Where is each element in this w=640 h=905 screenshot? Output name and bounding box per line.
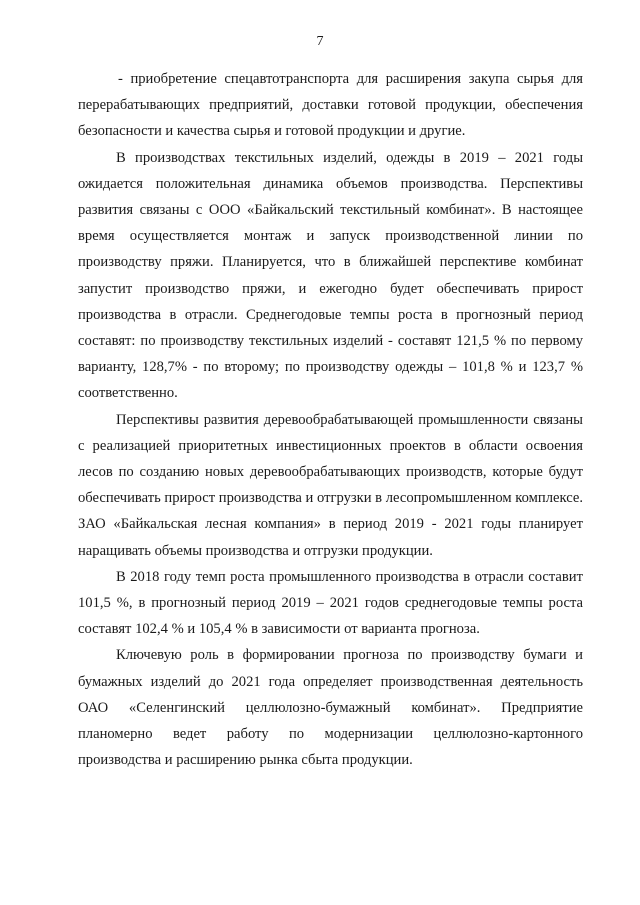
paragraph-3: Перспективы развития деревообрабатывающей промышленности связаны с реализацией приоритетных инвестиционных проектов в области освоения лесов по созданию новых деревообрабатывающих производств, которые будут обеспечивать прирост производства и отгрузки в лесопромышленном комплексе. ЗАО «Байкальская лесная компания» в период 2019 - 2021 годы планирует наращивать объемы производства и отгрузки продукции. [78, 411, 583, 559]
paragraph-2: В производствах текстильных изделий, одежды в 2019 – 2021 годы ожидается положительная динамика объемов производства. Перспективы развития связаны с ООО «Байкальский текстильный комбинат». В настоящее время осуществляется монтаж и запуск производственной линии по производству пряжи. Планируется, что в ближайшей перспективе комбинат запустит производство пряжи, и ежегодно будет обеспечивать прирост производства в отрасли. Среднегодовые темпы роста в прогнозный период составят: по производству текстильных изделий - составят 121,5 % по первому варианту, 128,7% - по второму; по производству одежды – 101,8 % и 123,7 % соответственно. [78, 149, 583, 402]
paragraph-5: Ключевую роль в формировании прогноза по производству бумаги и бумажных изделий до 2021 года определяет производственная деятельность ОАО «Селенгинский целлюлозно-бумажный комбинат». Предприятие планомерно ведет работу по модернизации целлюлозно-картонного производства и расширению рынка сбыта продукции. [78, 647, 583, 769]
page-number: 7 [316, 34, 324, 49]
paragraph-1: - приобретение спецавтотранспорта для расширения закупа сырья для перерабатывающих предприятий, доставки готовой продукции, обеспечения безопасности и качества сырья и готовой продукции и другие. [78, 71, 583, 140]
document-body [78, 66, 583, 773]
paragraph-4: В 2018 году темп роста промышленного производства в отрасли составит 101,5 %, в прогнозный период 2019 – 2021 годов среднегодовые темпы роста составят 102,4 % и 105,4 % в зависимости от варианта прогноза. [78, 568, 583, 638]
